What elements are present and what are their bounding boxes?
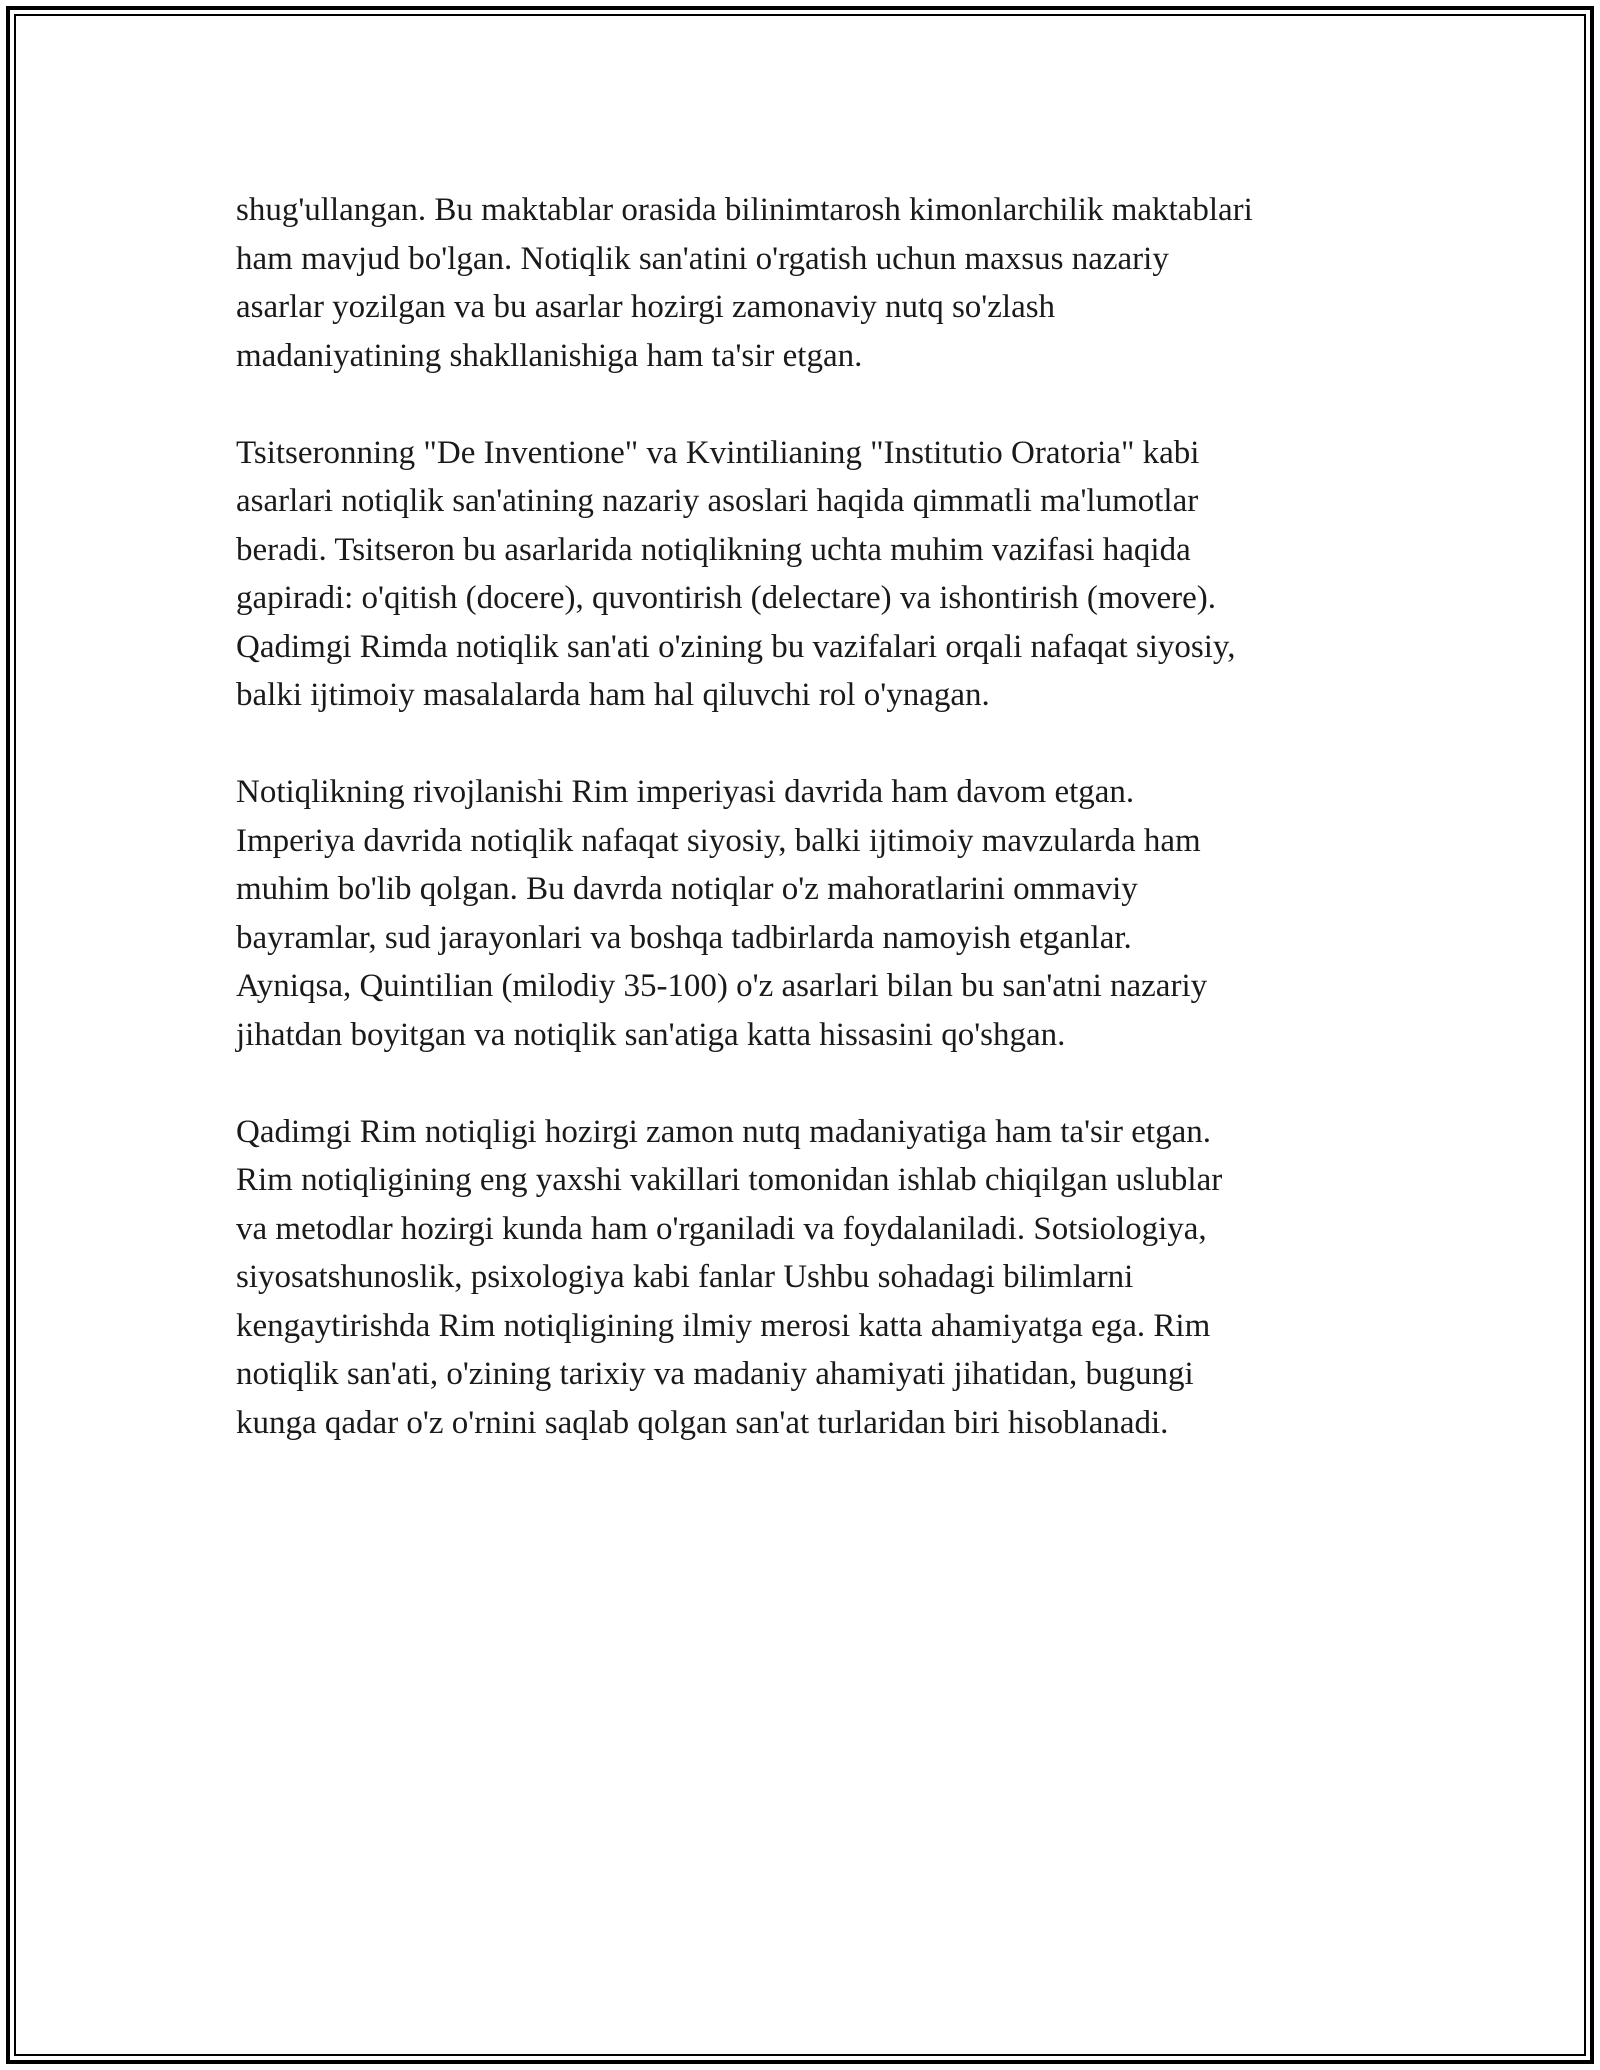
text-line: notiqlik san'ati, o'zining tarixiy va madaniy ahamiyati jihatidan, bugungi — [236, 1356, 1194, 1392]
text-line: jihatdan boyitgan va notiqlik san'atiga katta hissasini qo'shgan. — [236, 1016, 1066, 1053]
text-line: asarlar yozilgan va bu asarlar hozirgi zamonaviy nutq so'zlash — [236, 289, 1056, 325]
text-line: Tsitseronning "De Inventione" va Kvintilianing "Institutio Oratoria" kabi — [236, 434, 1200, 471]
paragraph-2 — [236, 429, 1386, 720]
text-line: Rim notiqligining eng yaxshi vakillari tomonidan ishlab chiqilgan uslublar — [236, 1162, 1223, 1198]
text-line: Notiqlikning rivojlanishi Rim imperiyasi davrida ham davom etgan. — [236, 774, 1135, 810]
text-line: kengaytirishda Rim notiqligining ilmiy merosi katta ahamiyatga ega. Rim — [236, 1307, 1211, 1344]
text-line: va metodlar hozirgi kunda ham o'rganiladi va foydalaniladi. Sotsiologiya, — [236, 1210, 1207, 1247]
paragraph-1 — [236, 186, 1386, 380]
text-line: muhim bo'lib qolgan. Bu davrda notiqlar o'z mahoratlarini ommaviy — [236, 871, 1138, 907]
paragraph-3 — [236, 768, 1386, 1059]
text-line: ham mavjud bo'lgan. Notiqlik san'atini o'rgatish uchun maxsus nazariy — [236, 240, 1169, 277]
text-line: asarlari notiqlik san'atining nazariy asoslari haqida qimmatli ma'lumotlar — [236, 483, 1199, 519]
text-line: Ayniqsa, Quintilian (milodiy 35-100) o'z asarlari bilan bu san'atni nazariy — [236, 968, 1208, 1004]
text-line: gapiradi: o'qitish (docere), quvontirish (delectare) va ishontirish (movere). — [236, 580, 1217, 616]
text-line: Qadimgi Rimda notiqlik san'ati o'zining bu vazifalari orqali nafaqat siyosiy, — [236, 628, 1236, 665]
text-line: kunga qadar o'z o'rnini saqlab qolgan san'at turlaridan biri hisoblanadi. — [236, 1404, 1169, 1441]
text-line: Qadimgi Rim notiqligi hozirgi zamon nutq madaniyatiga ham ta'sir etgan. — [236, 1113, 1211, 1150]
text-line: shug'ullangan. Bu maktablar orasida bilinimtarosh kimonlarchilik maktablari — [236, 192, 1253, 228]
text-line: beradi. Tsitseron bu asarlarida notiqlikning uchta muhim vazifasi haqida — [236, 531, 1191, 568]
text-line: madaniyatining shakllanishiga ham ta'sir etgan. — [236, 337, 863, 374]
paragraph-4 — [236, 1108, 1386, 1448]
text-line: siyosatshunoslik, psixologiya kabi fanlar Ushbu sohadagi bilimlarni — [236, 1259, 1134, 1295]
text-line: balki ijtimoiy masalalarda ham hal qiluvchi rol o'ynagan. — [236, 677, 990, 713]
text-line: bayramlar, sud jarayonlari va boshqa tadbirlarda namoyish etganlar. — [236, 919, 1132, 956]
document-body — [236, 186, 1386, 1496]
text-line: Imperiya davrida notiqlik nafaqat siyosiy, balki ijtimoiy mavzularda ham — [236, 822, 1201, 859]
